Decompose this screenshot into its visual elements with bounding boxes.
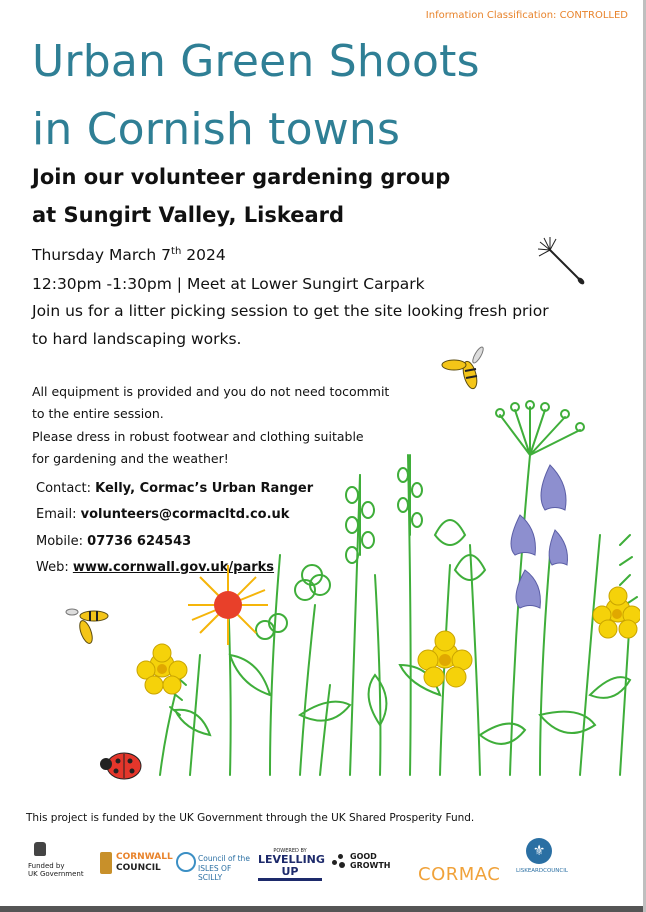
event-date-main: Thursday March 7: [32, 246, 172, 265]
dandelion-seed-icon: [536, 236, 588, 288]
cormac-logo: CORMAC: [418, 864, 501, 885]
title-line-1: Urban Green Shoots: [32, 36, 480, 87]
crest-icon: [34, 842, 46, 856]
good-growth-line-1: GOOD: [350, 852, 377, 861]
good-growth-dots-icon: [332, 854, 346, 870]
subtitle-line-1: Join our volunteer gardening group: [32, 165, 451, 189]
event-description-line-2: to hard landscaping works.: [32, 330, 242, 348]
liskeard-emblem-icon: ⚜: [526, 838, 552, 864]
info-line-3: Please dress in robust footwear and clothing suitable: [32, 429, 364, 444]
cornwall-line-2: COUNCIL: [116, 863, 161, 873]
event-time-place: 12:30pm -1:30pm | Meet at Lower Sungirt Carpark: [32, 275, 425, 293]
good-growth-logo: [332, 852, 412, 896]
isles-of-scilly-logo: [176, 852, 250, 896]
event-description-line-1: Join us for a litter picking session to get the site looking fresh prior: [32, 302, 549, 320]
classification-label: Information Classification: CONTROLLED: [425, 10, 628, 21]
levelling-up-logo: [258, 848, 325, 892]
scilly-emblem-icon: [176, 852, 196, 872]
cornwall-crest-icon: [100, 852, 112, 874]
ukgov-line-1: Funded by: [28, 862, 65, 870]
event-date-ordinal: th: [171, 246, 182, 257]
cornwall-line-1: CORNWALL: [116, 852, 173, 862]
cornwall-council-logo: [100, 852, 173, 896]
good-growth-line-2: GROWTH: [350, 861, 391, 870]
info-line-2: to the entire session.: [32, 406, 164, 421]
levelling-line-2: UP: [258, 866, 322, 881]
scilly-line-1: Council of the: [198, 854, 250, 863]
web-label: Web:: [36, 560, 73, 575]
event-date-year: 2024: [181, 246, 226, 265]
liskeard-text: LISKEARDCOUNCIL: [516, 868, 568, 874]
levelling-line-1: LEVELLING: [258, 853, 325, 866]
bottom-border: [0, 906, 646, 912]
subtitle-line-2: at Sungirt Valley, Liskeard: [32, 203, 345, 227]
info-line-4: for gardening and the weather!: [32, 451, 229, 466]
ukgov-line-2: UK Government: [28, 870, 84, 878]
info-line-1: All equipment is provided and you do not need tocommit: [32, 384, 390, 399]
mobile-value: 07736 624543: [87, 534, 192, 549]
liskeard-council-logo: [512, 838, 572, 882]
bee-icon: [440, 345, 490, 395]
funding-statement: This project is funded by the UK Government through the UK Shared Prosperity Fund.: [26, 812, 475, 824]
email-link[interactable]: volunteers@cormacltd.co.uk: [80, 507, 290, 522]
mobile-label: Mobile:: [36, 534, 88, 549]
web-link[interactable]: www.cornwall.gov.uk/parks: [72, 560, 275, 575]
levelling-powered-by: POWERED BY: [273, 848, 307, 854]
contact-label: Contact:: [36, 481, 96, 496]
event-date: [32, 246, 226, 264]
email-label: Email:: [36, 507, 81, 522]
title-line-2: in Cornish towns: [32, 104, 401, 155]
scilly-line-2: ISLES OF SCILLY: [198, 864, 232, 882]
garden-flowers-illustration: [120, 395, 640, 780]
contact-value: Kelly, Cormac’s Urban Ranger: [95, 481, 314, 496]
uk-government-logo: [28, 842, 88, 886]
bee-icon: [64, 600, 114, 650]
